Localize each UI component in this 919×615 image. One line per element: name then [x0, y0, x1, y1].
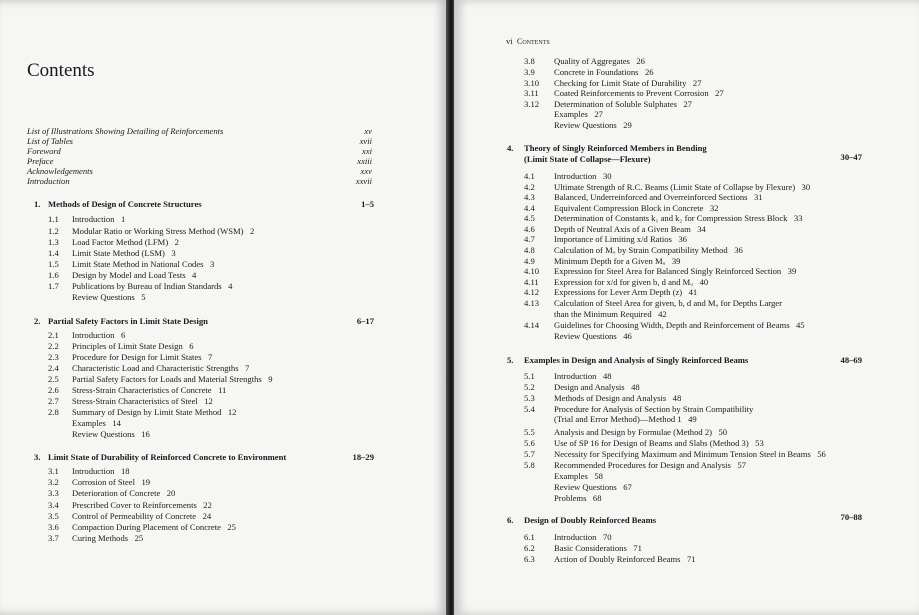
section-entry[interactable]: Prescribed Cover to Reinforcements 22 [72, 500, 212, 510]
section-entry[interactable]: Procedure for Design for Limit States 7 [72, 352, 213, 362]
section-number: 1.5 [48, 259, 59, 269]
section-entry[interactable]: Analysis and Design by Formulae (Method 2) 50 [554, 427, 728, 437]
section-number: 6.2 [524, 543, 535, 553]
section-number: 2.7 [48, 396, 59, 406]
section-number: 3.2 [48, 477, 59, 487]
extra-entry[interactable]: Examples 27 [554, 109, 603, 119]
section-number: 2.4 [48, 363, 59, 373]
section-number: 3.1 [48, 466, 59, 476]
section-number: 3.11 [524, 88, 539, 98]
front-matter-page: xv [364, 126, 372, 136]
chapter-pages: 70–88 [840, 512, 862, 522]
section-entry[interactable]: Ultimate Strength of R.C. Beams (Limit State of Collapse by Flexure) 30 [554, 182, 811, 192]
section-entry[interactable]: Expression for Steel Area for Balanced Singly Reinforced Section 39 [554, 266, 797, 276]
chapter-title[interactable]: Theory of Singly Reinforced Members in Bending [524, 143, 707, 153]
section-number: 6.3 [524, 554, 535, 564]
chapter-pages: 1–5 [361, 199, 374, 209]
front-matter-label[interactable]: Introduction [27, 176, 70, 186]
section-entry[interactable]: Quality of Aggregates 26 [554, 56, 645, 66]
front-matter-page: xxiii [357, 156, 372, 166]
front-matter-label[interactable]: List of Tables [27, 136, 74, 146]
section-number: 2.1 [48, 330, 59, 340]
section-entry[interactable]: Modular Ratio or Working Stress Method (WSM) 2 [72, 226, 255, 236]
section-entry[interactable]: Limit State Method in National Codes 3 [72, 259, 215, 269]
right-page [454, 0, 919, 615]
section-entry[interactable]: Expression for x/d for given b, d and Mᵤ 40 [554, 277, 709, 287]
section-number: 4.13 [524, 298, 540, 308]
section-entry[interactable]: Partial Safety Factors for Loads and Material Strengths 9 [72, 374, 273, 384]
section-entry[interactable]: Balanced, Underreinforced and Overreinforced Sections 31 [554, 192, 763, 202]
section-number: 1.2 [48, 226, 59, 236]
section-entry[interactable]: Design and Analysis 48 [554, 382, 640, 392]
extra-entry[interactable]: Review Questions 5 [72, 292, 146, 302]
section-entry[interactable]: Compaction During Placement of Concrete 25 [72, 522, 236, 532]
left-page [0, 0, 448, 615]
section-number: 3.6 [48, 522, 59, 532]
section-number: 3.4 [48, 500, 59, 510]
section-entry[interactable]: Stress-Strain Characteristics of Concrete 11 [72, 385, 227, 395]
section-number: 2.8 [48, 407, 59, 417]
section-entry[interactable]: Basic Considerations 71 [554, 543, 642, 553]
section-number: 5.7 [524, 449, 535, 459]
section-entry[interactable]: Coated Reinforcements to Prevent Corrosion 27 [554, 88, 724, 98]
chapter-pages: 30–47 [840, 152, 862, 162]
section-number: 2.6 [48, 385, 59, 395]
section-number: 5.3 [524, 393, 535, 403]
section-entry[interactable]: Summary of Design by Limit State Method 12 [72, 407, 237, 417]
section-entry[interactable]: Stress-Strain Characteristics of Steel 12 [72, 396, 213, 406]
section-entry[interactable]: Limit State Method (LSM) 3 [72, 248, 176, 258]
section-number: 3.9 [524, 67, 535, 77]
section-number: 4.10 [524, 266, 540, 276]
page-title: Contents [27, 60, 95, 81]
section-entry[interactable]: Recommended Procedures for Design and Analysis 57 [554, 460, 746, 470]
section-number: 4.11 [524, 277, 539, 287]
section-entry[interactable]: Principles of Limit State Design 6 [72, 341, 194, 351]
section-entry[interactable]: Calculation of Mᵤ by Strain Compatibility Method 36 [554, 245, 743, 255]
section-entry[interactable]: Introduction 70 [554, 532, 612, 542]
section-number: 4.12 [524, 287, 540, 297]
chapter-pages: 6–17 [356, 316, 374, 326]
section-number: 3.3 [48, 488, 59, 498]
section-number: 1.3 [48, 237, 59, 247]
section-number: 4.5 [524, 213, 535, 223]
extra-entry[interactable]: Review Questions 29 [554, 120, 632, 130]
section-entry[interactable]: Minimum Depth for a Given Mᵤ 39 [554, 256, 681, 266]
section-entry[interactable]: Deterioration of Concrete 20 [72, 488, 176, 498]
section-number: 5.1 [524, 371, 535, 381]
section-entry[interactable]: Introduction 30 [554, 171, 612, 181]
chapter-number: 3. [34, 452, 41, 462]
extra-entry[interactable]: Examples 58 [554, 471, 603, 481]
section-entry[interactable]: Introduction 6 [72, 330, 126, 340]
section-entry[interactable]: Introduction 18 [72, 466, 130, 476]
section-number: 5.2 [524, 382, 535, 392]
section-entry[interactable]: Determination of Soluble Sulphates 27 [554, 99, 692, 109]
section-entry-continuation[interactable]: (Trial and Error Method)—Method 1 49 [554, 414, 697, 424]
section-entry[interactable]: Design by Model and Load Tests 4 [72, 270, 197, 280]
section-entry[interactable]: Calculation of Steel Area for given, b, d and Mᵤ for Depths Larger [554, 298, 782, 308]
front-matter-page: xxv [360, 166, 372, 176]
section-entry[interactable]: Depth of Neutral Axis of a Given Beam 34 [554, 224, 706, 234]
chapter-number: 6. [507, 515, 514, 525]
section-entry[interactable]: Expressions for Lever Arm Depth (z) 41 [554, 287, 698, 297]
chapter-title[interactable]: Design of Doubly Reinforced Beams [524, 515, 657, 525]
section-number: 2.2 [48, 341, 59, 351]
section-entry[interactable]: Determination of Constants k₁ and k₂ for Compression Stress Block 33 [554, 213, 803, 223]
section-entry[interactable]: Control of Permeability of Concrete 24 [72, 511, 212, 521]
extra-entry[interactable]: Examples 14 [72, 418, 121, 428]
section-number: 4.2 [524, 182, 535, 192]
section-number: 1.7 [48, 281, 59, 291]
front-matter-label[interactable]: Preface [27, 156, 54, 166]
chapter-pages: 48–69 [840, 355, 862, 365]
section-entry[interactable]: Checking for Limit State of Durability 27 [554, 78, 702, 88]
section-number: 1.6 [48, 270, 59, 280]
section-number: 4.4 [524, 203, 535, 213]
section-number: 4.7 [524, 234, 535, 244]
section-number: 4.1 [524, 171, 535, 181]
section-number: 4.3 [524, 192, 535, 202]
section-number: 4.14 [524, 320, 540, 330]
chapter-title-line2[interactable]: (Limit State of Collapse—Flexure) [524, 154, 651, 164]
section-number: 3.5 [48, 511, 59, 521]
extra-entry[interactable]: Problems 68 [554, 493, 602, 503]
section-number: 3.7 [48, 533, 59, 543]
section-number: 2.5 [48, 374, 59, 384]
section-entry[interactable]: Methods of Design and Analysis 48 [554, 393, 682, 403]
section-entry[interactable]: Characteristic Load and Characteristic Strengths 7 [72, 363, 250, 373]
chapter-title[interactable]: Limit State of Durability of Reinforced Concrete to Environment [48, 452, 287, 462]
section-number: 2.3 [48, 352, 59, 362]
chapter-number: 1. [34, 199, 41, 209]
section-number: 3.12 [524, 99, 540, 109]
chapter-title[interactable]: Methods of Design of Concrete Structures [48, 199, 202, 209]
section-number: 4.8 [524, 245, 535, 255]
section-number: 5.4 [524, 404, 535, 414]
extra-entry[interactable]: Review Questions 16 [72, 429, 150, 439]
front-matter-label[interactable]: List of Illustrations Showing Detailing of Reinforcements [27, 126, 224, 136]
section-entry-continuation[interactable]: than the Minimum Required 42 [554, 309, 667, 319]
section-entry[interactable]: Procedure for Analysis of Section by Strain Compatibility [554, 404, 754, 414]
section-entry[interactable]: Use of SP 16 for Design of Beams and Slabs (Method 3) 53 [554, 438, 764, 448]
front-matter-label[interactable]: Foreword [27, 146, 61, 156]
extra-entry[interactable]: Review Questions 46 [554, 331, 632, 341]
chapter-number: 5. [507, 355, 514, 365]
chapter-title[interactable]: Examples in Design and Analysis of Singly Reinforced Beams [524, 355, 749, 365]
chapter-title[interactable]: Partial Safety Factors in Limit State Design [48, 316, 208, 326]
extra-entry[interactable]: Review Questions 67 [554, 482, 632, 492]
section-entry[interactable]: Publications by Bureau of Indian Standards 4 [72, 281, 233, 291]
chapter-number: 2. [34, 316, 41, 326]
front-matter-page: xvii [359, 136, 372, 146]
section-number: 4.9 [524, 256, 535, 266]
section-entry[interactable]: Curing Methods 25 [72, 533, 144, 543]
section-entry[interactable]: Introduction 1 [72, 214, 126, 224]
section-entry[interactable]: Importance of Limiting x/d Ratios 36 [554, 234, 687, 244]
section-number: 5.6 [524, 438, 535, 448]
section-number: 1.4 [48, 248, 59, 258]
front-matter-label[interactable]: Acknowledgements [27, 166, 93, 176]
section-entry[interactable]: Concrete in Foundations 26 [554, 67, 654, 77]
section-number: 1.1 [48, 214, 59, 224]
section-number: 5.8 [524, 460, 535, 470]
section-number: 3.10 [524, 78, 540, 88]
section-entry[interactable]: Action of Doubly Reinforced Beams 71 [554, 554, 696, 564]
section-number: 4.6 [524, 224, 535, 234]
front-matter-page: xxi [361, 146, 372, 156]
running-head: vi Contents [506, 36, 550, 46]
section-number: 3.8 [524, 56, 535, 66]
section-number: 6.1 [524, 532, 535, 542]
section-entry[interactable]: Necessity for Specifying Maximum and Minimum Tension Steel in Beams 56 [554, 449, 826, 459]
section-entry[interactable]: Corrosion of Steel 19 [72, 477, 151, 487]
section-entry[interactable]: Guidelines for Choosing Width, Depth and Reinforcement of Beams 45 [554, 320, 805, 330]
section-entry[interactable]: Introduction 48 [554, 371, 612, 381]
chapter-pages: 18–29 [352, 452, 374, 462]
chapter-number: 4. [507, 143, 514, 153]
section-number: 5.5 [524, 427, 535, 437]
section-entry[interactable]: Equivalent Compression Block in Concrete 32 [554, 203, 719, 213]
front-matter-page: xxvii [355, 176, 372, 186]
section-entry[interactable]: Load Factor Method (LFM) 2 [72, 237, 179, 247]
